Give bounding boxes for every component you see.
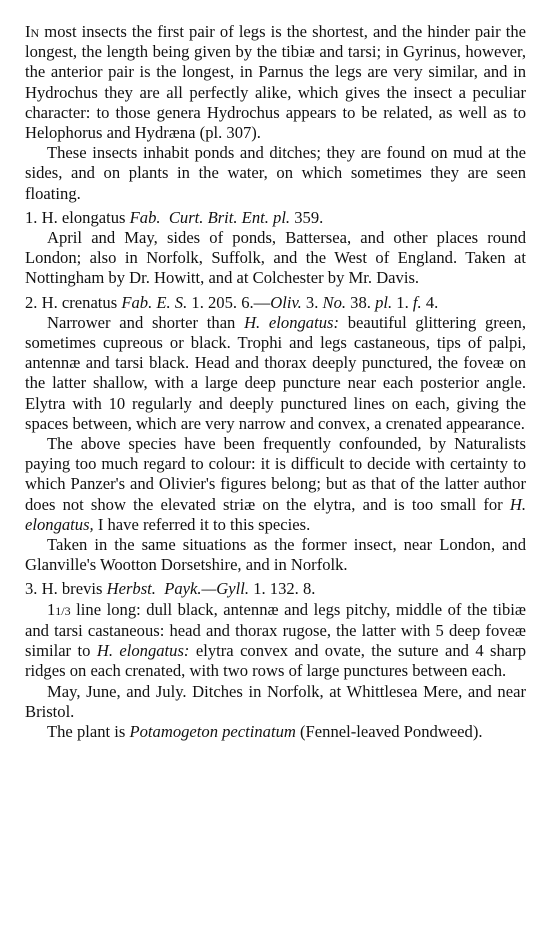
species-3-habitat: May, June, and July. Ditches in Norfolk, at Whittlesea Mere, and near Bristol. bbox=[25, 681, 526, 721]
species-2-note-a: The above species have been frequently confounded, by Naturalists paying too much regard to colour: it is difficult to decide with certainty to which Panzer's and Olivier's figures belong; but as that of the latter author does not show the elevated striæ on the elytra, and is too small for bbox=[25, 434, 526, 514]
species-2-ref-2: Oliv. bbox=[270, 292, 302, 312]
species-2-description bbox=[25, 313, 526, 434]
species-3-author: Herbst. bbox=[106, 579, 156, 599]
species-2-note-b: I have referred it to this species. bbox=[93, 514, 311, 534]
species-2-heading bbox=[25, 293, 526, 313]
species-3-plant-b: (Fennel-leaved Pondweed). bbox=[295, 721, 483, 741]
species-1-habitat: April and May, sides of ponds, Battersea, and other places round London; also in Norfolk, Suffolk, and the West of England. Taken at Nottingham by Dr. Howitt, and at Colchester by Mr. Davis. bbox=[25, 228, 526, 288]
species-3-number: 3. bbox=[25, 579, 38, 599]
species-2-desc-a: Narrower and shorter than bbox=[47, 312, 245, 332]
intro-text-1: most insects the first pair of legs is the shortest, and the hinder pair the longest, the length being given by the tibiæ and tarsi; in Gyrinus, however, the anterior pair is the longest, in Parnus the legs are very similar, and in Hydrochus they are all perfectly alike, which gives the insect a peculiar character: to those genera Hydrochus appears to be related, as well as to Helophorus and Hydræna (pl. 307). bbox=[25, 22, 526, 143]
species-2-desc-italic: H. elongatus: bbox=[244, 312, 339, 332]
species-2-ref-8: f. bbox=[412, 292, 422, 312]
species-3-plant-a: The plant is bbox=[47, 721, 130, 741]
species-2-desc-b: beautiful glittering green, sometimes cupreous or black. Trophi and legs castaneous, tips of palpi, antennæ and tarsi black. Head and thorax deeply punctured, the foveæ on the latter shallow, with a large deep puncture near each posterior angle. Elytra with 10 regularly and deeply punctured lines on each, giving the spaces between, which are very narrow and convex, a crenated appearance. bbox=[25, 312, 526, 433]
drop-lead: In bbox=[25, 22, 40, 41]
species-3-length-fraction: 1/3 bbox=[55, 603, 71, 618]
species-2-name: H. crenatus bbox=[41, 292, 118, 312]
species-2-ref-7: 1. bbox=[396, 292, 409, 312]
species-2-note bbox=[25, 434, 526, 535]
species-3-plant bbox=[25, 722, 526, 742]
species-3-ref-b: 1. 132. 8. bbox=[253, 579, 316, 599]
species-3-heading bbox=[25, 579, 526, 599]
species-2-ref-6: pl. bbox=[375, 292, 393, 312]
intro-paragraph-1 bbox=[25, 22, 526, 143]
species-1-refnum: 359. bbox=[294, 207, 324, 227]
species-2-ref-4: No. bbox=[322, 292, 347, 312]
species-2-ref-1: 1. 205. 6.— bbox=[191, 292, 271, 312]
species-2-ref-9: 4. bbox=[425, 292, 439, 312]
species-2-number: 2. bbox=[25, 292, 38, 312]
species-2-habitat: Taken in the same situations as the former insect, near London, and Glanville's Wootton Dorsetshire, and in Norfolk. bbox=[25, 535, 526, 575]
species-3-name: H. brevis bbox=[41, 579, 103, 599]
intro-paragraph-2: These insects inhabit ponds and ditches; they are found on mud at the sides, and on plants in the water, on which sometimes they are seen floating. bbox=[25, 143, 526, 203]
species-3-desc-italic: H. elongatus: bbox=[96, 641, 190, 661]
species-3-desc-a: line long: dull black, antennæ and legs pitchy, middle of the tibiæ and tarsi castaneous: head and thorax rugose, the latter with 5 deep foveæ similar to bbox=[25, 599, 526, 661]
species-2-ref-5: 38. bbox=[350, 292, 371, 312]
species-3-ref-a: Payk.—Gyll. bbox=[164, 579, 250, 599]
species-2-note-italic: H. elongatus, bbox=[25, 494, 526, 534]
species-3-desc-b: elytra convex and ovate, the suture and 4 sharp ridges on each crenated, with two rows of large punctures between each. bbox=[25, 641, 526, 681]
species-1-author: Fab. bbox=[129, 207, 161, 227]
species-1-name: H. elongatus bbox=[41, 207, 126, 227]
species-2-author: Fab. E. S. bbox=[121, 292, 188, 312]
species-3-description bbox=[25, 600, 526, 682]
species-2-ref-3: 3. bbox=[305, 292, 319, 312]
species-1-number: 1. bbox=[25, 207, 38, 227]
species-1-refs: Curt. Brit. Ent. pl. bbox=[168, 207, 291, 227]
species-3-plant-italic: Potamogeton pectinatum bbox=[129, 721, 296, 741]
species-1-heading bbox=[25, 208, 526, 228]
species-3-length-whole: 1 bbox=[47, 599, 56, 619]
